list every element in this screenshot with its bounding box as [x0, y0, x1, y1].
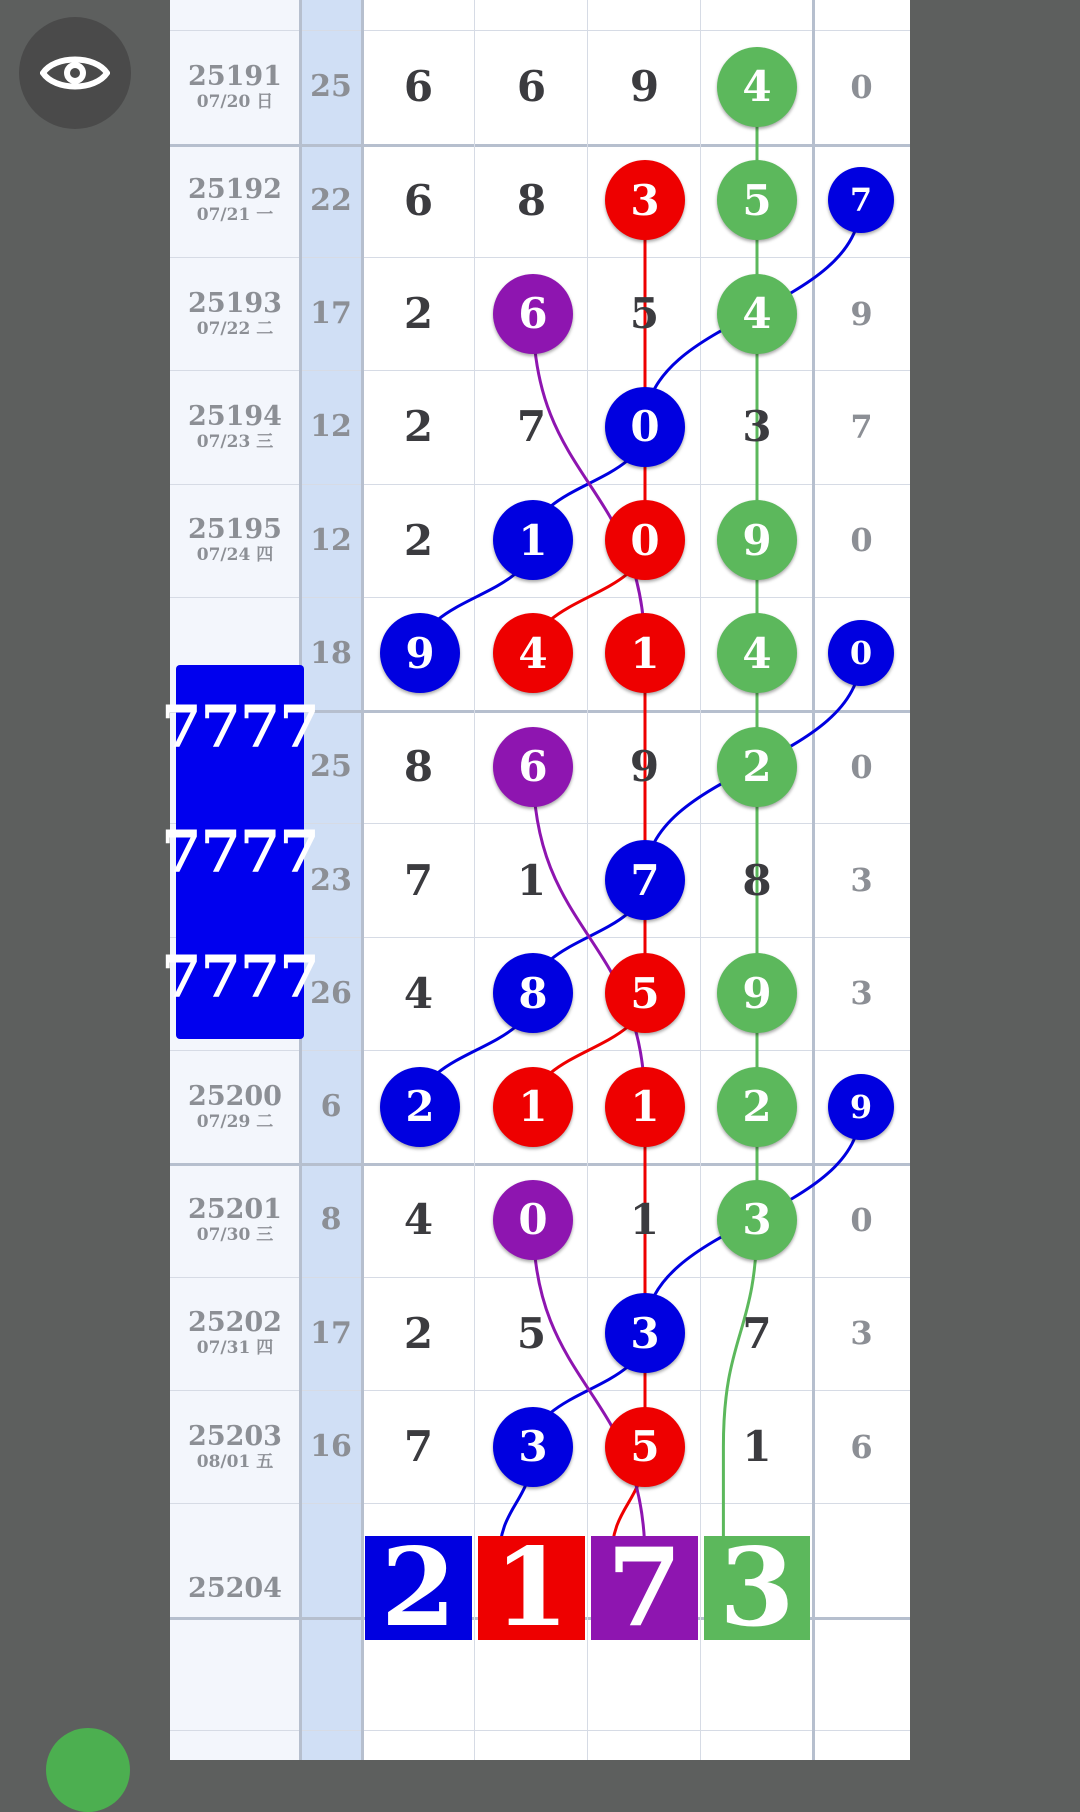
- digit-cell: [588, 0, 701, 30]
- digit-cell: 2: [403, 402, 434, 452]
- red-highlight-ball: 5: [605, 953, 685, 1033]
- issue-number: 25202: [188, 1307, 282, 1339]
- blue-highlight-ball: 0: [828, 620, 894, 686]
- red-highlight-ball: 5: [605, 1407, 685, 1487]
- floating-action-button[interactable]: [46, 1728, 130, 1812]
- issue-number: 25195: [188, 514, 282, 546]
- digit-cell: 2: [403, 1308, 434, 1358]
- overlay-line: 7777: [161, 942, 319, 1011]
- sum-cell: 26: [310, 975, 352, 1011]
- digit-cell: 4: [403, 968, 434, 1018]
- blue-highlight-ball: 3: [605, 1293, 685, 1373]
- green-highlight-ball: 3: [717, 1180, 797, 1260]
- sum-cell: 12: [310, 522, 352, 558]
- sum-cell: 22: [310, 182, 352, 218]
- result-digit-box: 1: [478, 1536, 585, 1640]
- digit-cell: 1: [516, 855, 547, 905]
- issue-number: 25192: [188, 174, 282, 206]
- sum-cell: 18: [310, 635, 352, 671]
- extra-cell: 0: [850, 747, 873, 786]
- red-highlight-ball: 4: [493, 613, 573, 693]
- extra-cell: 9: [850, 294, 873, 333]
- issue-cell: [170, 144, 300, 257]
- issue-date: 07/30 三: [196, 1224, 274, 1245]
- red-highlight-ball: 0: [605, 500, 685, 580]
- digit-cell: 9: [629, 742, 660, 792]
- extra-cell: 0: [850, 521, 873, 560]
- digit-cell: 7: [403, 855, 434, 905]
- red-highlight-ball: 3: [605, 160, 685, 240]
- purple-highlight-ball: 0: [493, 1180, 573, 1260]
- issue-date: 07/22 二: [196, 318, 274, 339]
- blue-highlight-ball: 1: [493, 500, 573, 580]
- red-highlight-ball: 1: [493, 1067, 573, 1147]
- issue-cell: [170, 370, 300, 483]
- blue-highlight-ball: 3: [493, 1407, 573, 1487]
- result-issue-cell: [170, 1532, 300, 1644]
- result-issue-number: 25204: [188, 1572, 282, 1604]
- digit-cell: [475, 0, 588, 30]
- digit-cell: 1: [629, 1195, 660, 1245]
- blue-highlight-ball: 8: [493, 953, 573, 1033]
- issue-cell: [170, 257, 300, 370]
- sum-cell: 17: [310, 296, 352, 332]
- red-highlight-ball: 1: [605, 613, 685, 693]
- result-digit-box: 7: [591, 1536, 698, 1640]
- issue-number: 25191: [188, 60, 282, 92]
- purple-highlight-ball: 6: [493, 727, 573, 807]
- digit-cell: 6: [403, 62, 434, 112]
- issue-cell: [170, 1277, 300, 1390]
- green-highlight-ball: 9: [717, 953, 797, 1033]
- issue-number: 25203: [188, 1420, 282, 1452]
- sum-cell: 12: [310, 409, 352, 445]
- digit-cell: 5: [516, 1308, 547, 1358]
- extra-cell: 0: [850, 1200, 873, 1239]
- digit-cell: 2: [403, 515, 434, 565]
- issue-date: 07/21 一: [196, 205, 274, 226]
- overlay-line: 7777: [161, 817, 319, 886]
- result-digit-box: 3: [704, 1536, 810, 1640]
- issue-cell: [170, 1050, 300, 1163]
- extra-cell: 7: [850, 407, 873, 446]
- digit-cell: 6: [403, 175, 434, 225]
- issue-cell: [170, 30, 300, 143]
- issue-date: 07/20 日: [196, 91, 274, 112]
- digit-cell: 4: [403, 1195, 434, 1245]
- issue-date: 07/23 三: [196, 431, 274, 452]
- sum-cell: 23: [310, 862, 352, 898]
- visibility-toggle-button[interactable]: [19, 17, 131, 129]
- blue-highlight-ball: 2: [380, 1067, 460, 1147]
- issue-number: 25200: [188, 1080, 282, 1112]
- extra-cell: 3: [850, 974, 873, 1013]
- result-digit-box: 2: [365, 1536, 472, 1640]
- sum-cell: 6: [320, 1089, 342, 1125]
- issue-date: 07/31 四: [196, 1338, 274, 1359]
- sum-cell: [300, 0, 362, 30]
- extra-cell: [813, 0, 910, 30]
- red-highlight-ball: 1: [605, 1067, 685, 1147]
- digit-cell: 7: [516, 402, 547, 452]
- blue-highlight-ball: 7: [605, 840, 685, 920]
- extra-cell: 3: [850, 861, 873, 900]
- issue-date: 08/01 五: [196, 1451, 274, 1472]
- digit-cell: 8: [516, 175, 547, 225]
- sum-cell: 25: [310, 749, 352, 785]
- blue-highlight-ball: 7: [828, 167, 894, 233]
- issue-number: 25194: [188, 400, 282, 432]
- green-highlight-ball: 4: [717, 613, 797, 693]
- sum-cell: 16: [310, 1429, 352, 1465]
- issue-cell: [170, 484, 300, 597]
- extra-cell: 6: [850, 1427, 873, 1466]
- digit-cell: 8: [403, 742, 434, 792]
- issue-cell: [170, 1390, 300, 1503]
- issue-cell: [170, 0, 300, 30]
- digit-cell: [701, 0, 813, 30]
- sum-cell: 17: [310, 1315, 352, 1351]
- green-highlight-ball: 9: [717, 500, 797, 580]
- digit-cell: 5: [629, 289, 660, 339]
- digit-cell: 3: [742, 402, 772, 452]
- sum-cell: 25: [310, 69, 352, 105]
- issue-number: 25193: [188, 287, 282, 319]
- green-highlight-ball: 2: [717, 1067, 797, 1147]
- green-highlight-ball: 4: [717, 47, 797, 127]
- overlay-line: 7777: [161, 693, 319, 762]
- blue-highlight-ball: 9: [380, 613, 460, 693]
- digit-cell: 7: [742, 1308, 772, 1358]
- issue-date: 07/24 四: [196, 545, 274, 566]
- blue-highlight-ball: 0: [605, 387, 685, 467]
- digit-cell: 9: [629, 62, 660, 112]
- purple-highlight-ball: 6: [493, 274, 573, 354]
- green-highlight-ball: 4: [717, 274, 797, 354]
- blue-highlight-ball: 9: [828, 1074, 894, 1140]
- digit-cell: 1: [742, 1422, 772, 1472]
- eye-icon: [40, 51, 110, 95]
- digit-cell: 6: [516, 62, 547, 112]
- green-highlight-ball: 5: [717, 160, 797, 240]
- digit-cell: 7: [403, 1422, 434, 1472]
- issue-date: 07/29 二: [196, 1111, 274, 1132]
- extra-cell: 3: [850, 1314, 873, 1353]
- digit-cell: 8: [742, 855, 772, 905]
- ad-overlay[interactable]: [161, 665, 319, 1039]
- extra-cell: 0: [850, 67, 873, 106]
- digit-cell: [362, 0, 475, 30]
- issue-number: 25201: [188, 1193, 282, 1225]
- sum-cell: 8: [320, 1202, 342, 1238]
- issue-cell: [170, 1163, 300, 1276]
- green-highlight-ball: 2: [717, 727, 797, 807]
- digit-cell: 2: [403, 289, 434, 339]
